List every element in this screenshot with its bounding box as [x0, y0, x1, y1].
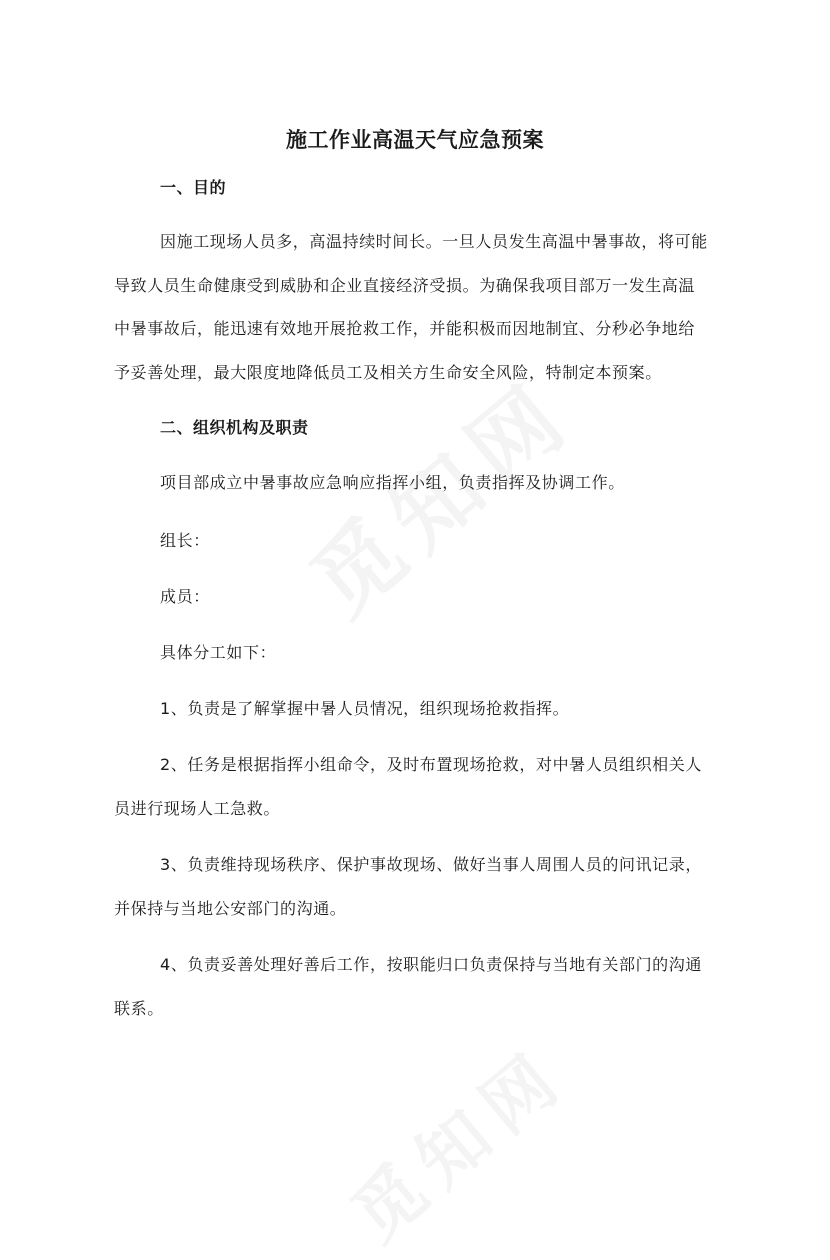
- division-intro: 具体分工如下：: [160, 643, 277, 662]
- purpose-line-1: 因施工现场人员多，高温持续时间长。一旦人员发生高温中暑事故，将可能: [160, 232, 708, 251]
- watermark-bottom: [327, 1021, 585, 1260]
- purpose-line-2: 导致人员生命健康受到威胁和企业直接经济受损。为确保我项目部万一发生高温: [114, 276, 696, 295]
- duty-item-2-line-1: 2、任务是根据指挥小组命令，及时布置现场抢救，对中暑人员组织相关人: [160, 755, 702, 774]
- organization-intro: 项目部成立中暑事故应急响应指挥小组，负责指挥及协调工作。: [160, 473, 625, 492]
- duty-item-3-line-2: 并保持与当地公安部门的沟通。: [114, 899, 347, 918]
- section-heading-purpose: 一、目的: [160, 178, 227, 197]
- duty-item-1: 1、负责是了解掌握中暑人员情况，组织现场抢救指挥。: [160, 699, 570, 718]
- duty-item-4-line-2: 联系。: [114, 999, 164, 1018]
- duty-item-2-line-2: 员进行现场人工急救。: [114, 799, 281, 818]
- purpose-line-4: 予妥善处理，最大限度地降低员工及相关方生命安全风险，特制定本预案。: [114, 363, 662, 382]
- document-title: 施工作业高温天气应急预案: [286, 128, 544, 152]
- section-heading-organization: 二、组织机构及职责: [160, 418, 309, 437]
- purpose-line-3: 中暑事故后，能迅速有效地开展抢救工作，并能积极而因地制宜、分秒必争地给: [114, 319, 696, 338]
- leader-label: 组长：: [160, 531, 210, 550]
- watermark: [280, 346, 595, 639]
- duty-item-4-line-1: 4、负责妥善处理好善后工作，按职能归口负责保持与当地有关部门的沟通: [160, 955, 702, 974]
- members-label: 成员：: [160, 587, 210, 606]
- duty-item-3-line-1: 3、负责维持现场秩序、保护事故现场、做好当事人周围人员的问讯记录，: [160, 855, 702, 874]
